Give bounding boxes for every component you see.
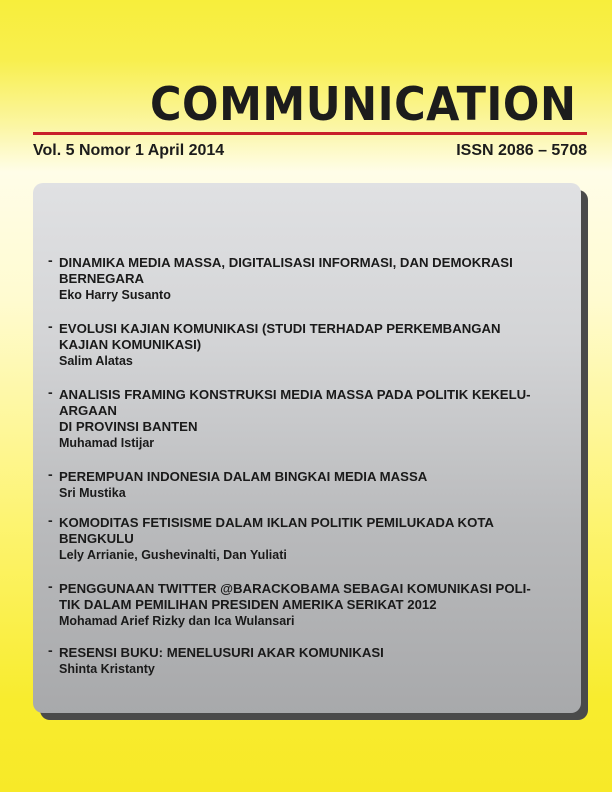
journal-title: COMMUNICATION xyxy=(150,78,577,132)
article-entry xyxy=(48,466,568,501)
article-authors: Shinta Kristanty xyxy=(59,662,155,676)
issue-info-bar xyxy=(33,142,587,160)
article-title-line: EVOLUSI KAJIAN KOMUNIKASI (STUDI TERHADAP PERKEMBANGAN xyxy=(59,321,501,336)
article-authors: Lely Arrianie, Gushevinalti, Dan Yuliati xyxy=(59,548,287,562)
entry-bullet: - xyxy=(48,512,53,528)
entry-bullet: - xyxy=(48,578,53,594)
article-title-line: RESENSI BUKU: MENELUSURI AKAR KOMUNIKASI xyxy=(59,645,384,660)
article-title-line: PEREMPUAN INDONESIA DALAM BINGKAI MEDIA MASSA xyxy=(59,469,428,484)
article-entry xyxy=(48,384,568,451)
article-entry xyxy=(48,642,568,677)
entry-bullet: - xyxy=(48,642,53,658)
article-entry xyxy=(48,318,568,369)
article-authors: Salim Alatas xyxy=(59,354,133,368)
article-authors: Mohamad Arief Rizky dan Ica Wulansari xyxy=(59,614,295,628)
article-title-line: KOMODITAS FETISISME DALAM IKLAN POLITIK PEMILUKADA KOTA xyxy=(59,515,494,530)
article-title-line: BERNEGARA xyxy=(59,271,144,286)
article-entry xyxy=(48,578,568,629)
article-title-line: PENGGUNAAN TWITTER @BARACKOBAMA SEBAGAI KOMUNIKASI POLI- xyxy=(59,581,531,596)
title-divider xyxy=(33,132,587,135)
issn-label: ISSN 2086 – 5708 xyxy=(456,142,587,159)
article-title-line: DINAMIKA MEDIA MASSA, DIGITALISASI INFORMASI, DAN DEMOKRASI xyxy=(59,255,513,270)
entry-bullet: - xyxy=(48,384,53,400)
article-title-line: ARGAAN xyxy=(59,403,117,418)
article-title-line: DI PROVINSI BANTEN xyxy=(59,419,198,434)
article-entry xyxy=(48,512,568,563)
article-title-line: ANALISIS FRAMING KONSTRUKSI MEDIA MASSA PADA POLITIK KEKELU- xyxy=(59,387,531,402)
article-authors: Eko Harry Susanto xyxy=(59,288,171,302)
article-title-line: KAJIAN KOMUNIKASI) xyxy=(59,337,202,352)
table-of-contents xyxy=(48,252,568,677)
article-authors: Muhamad Istijar xyxy=(59,436,155,450)
entry-bullet: - xyxy=(48,318,53,334)
article-authors: Sri Mustika xyxy=(59,486,126,500)
article-entry xyxy=(48,252,568,303)
issue-label: Vol. 5 Nomor 1 April 2014 xyxy=(33,142,225,159)
entry-bullet: - xyxy=(48,466,53,482)
entry-bullet: - xyxy=(48,252,53,268)
article-title-line: TIK DALAM PEMILIHAN PRESIDEN AMERIKA SERIKAT 2012 xyxy=(59,597,437,612)
article-title-line: BENGKULU xyxy=(59,531,134,546)
